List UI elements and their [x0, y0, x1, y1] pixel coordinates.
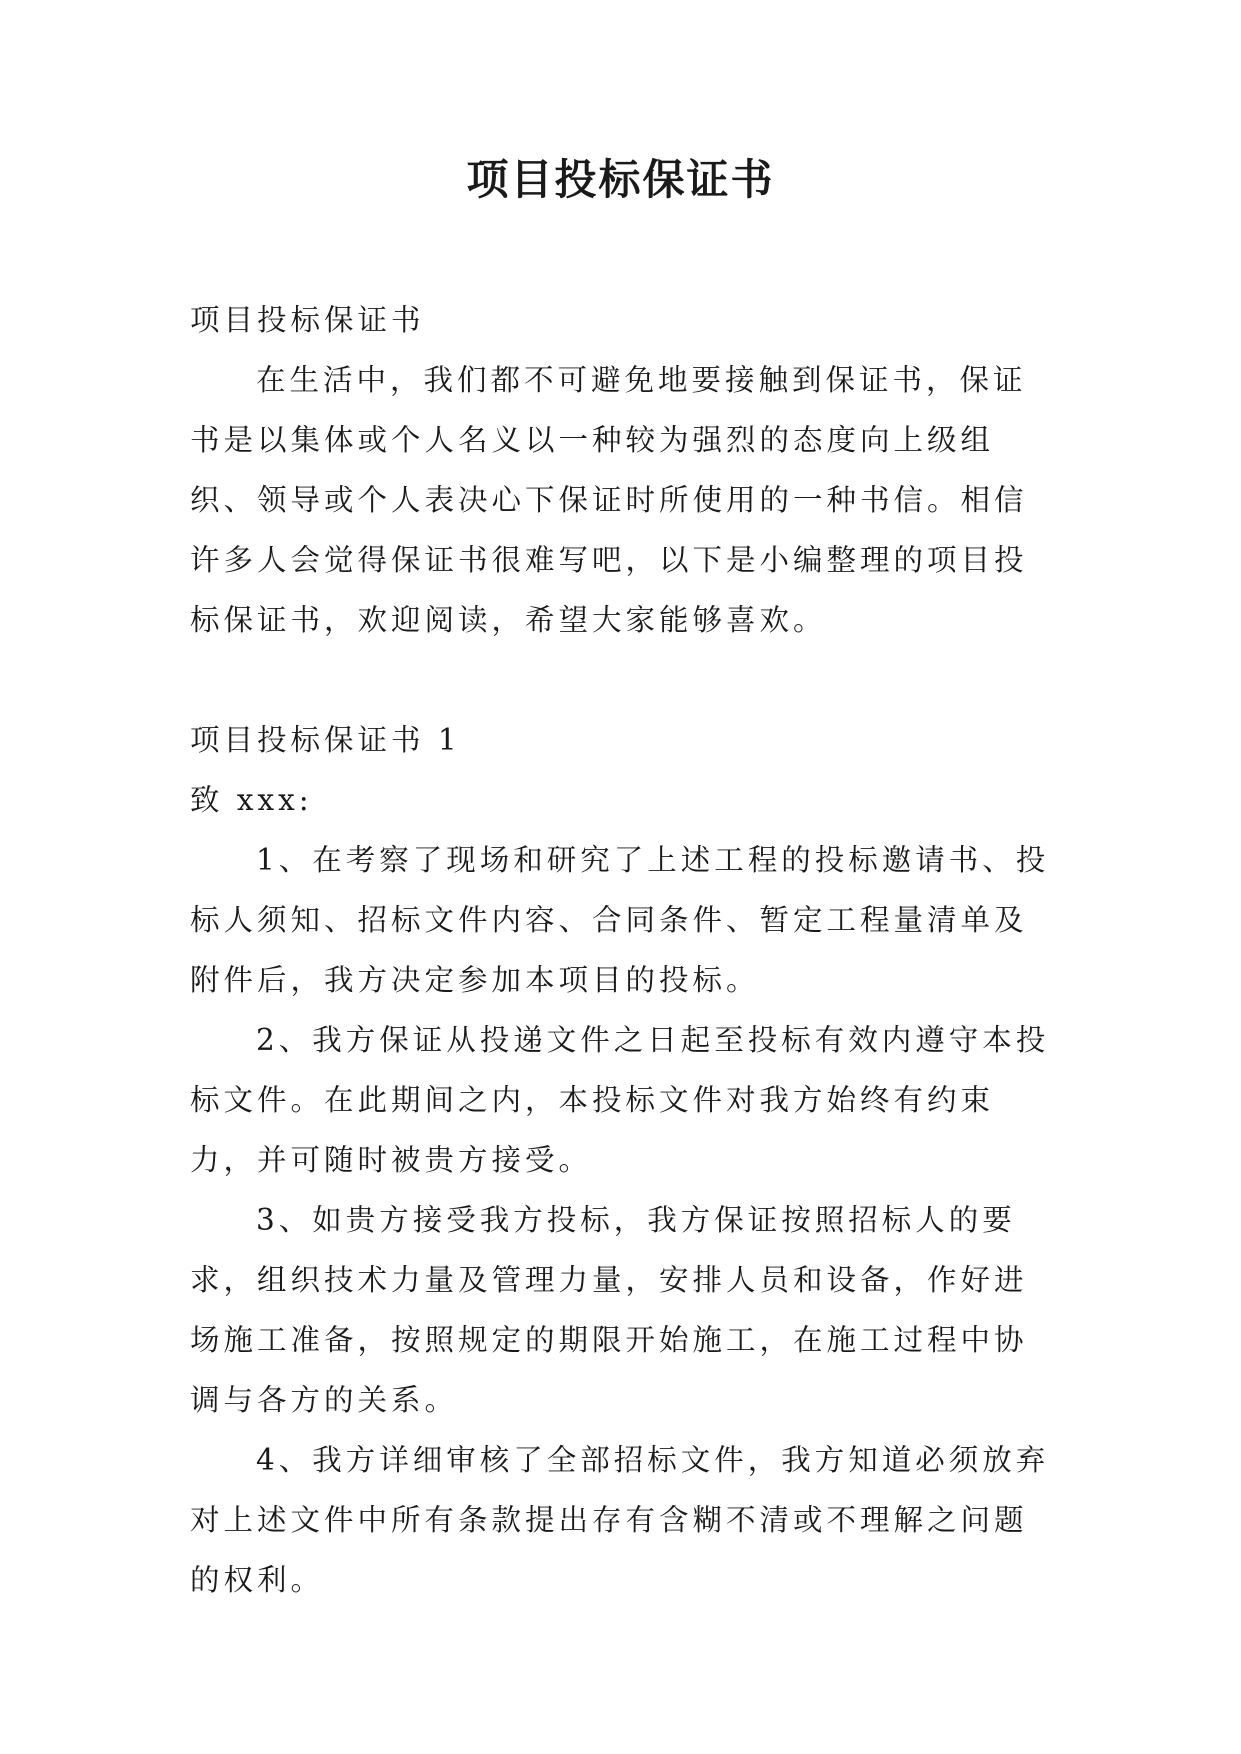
- intro-paragraph: 在生活中，我们都不可避免地要接触到保证书，保证书是以集体或个人名义以一种较为强烈的态度向上级组织、领导或个人表决心下保证时所使用的一种书信。相信许多人会觉得保证书很难写吧，以下是小编整理的项目投标保证书，欢迎阅读，希望大家能够喜欢。: [190, 363, 1028, 637]
- guarantee-item-3: 3、如贵方接受我方投标，我方保证按照招标人的要求，组织技术力量及管理力量，安排人员和设备，作好进场施工准备，按照规定的期限开始施工，在施工过程中协调与各方的关系。: [190, 1203, 1028, 1417]
- section-heading: 项目投标保证书 1: [190, 723, 461, 757]
- guarantee-item-4: 4、我方详细审核了全部招标文件，我方知道必须放弃对上述文件中所有条款提出存有含糊不清或不理解之问题的权利。: [190, 1443, 1050, 1597]
- guarantee-item-2: 2、我方保证从投递文件之日起至投标有效内遵守本投标文件。在此期间之内，本投标文件对我方始终有约束力，并可随时被贵方接受。: [190, 1023, 1050, 1177]
- guarantee-item-1: 1、在考察了现场和研究了上述工程的投标邀请书、投标人须知、招标文件内容、合同条件、暂定工程量清单及附件后，我方决定参加本项目的投标。: [190, 843, 1050, 997]
- document-title: 项目投标保证书: [466, 155, 775, 204]
- intro-heading: 项目投标保证书: [190, 303, 425, 337]
- document-body: [190, 290, 1050, 1610]
- salutation: 致 xxx:: [190, 783, 313, 817]
